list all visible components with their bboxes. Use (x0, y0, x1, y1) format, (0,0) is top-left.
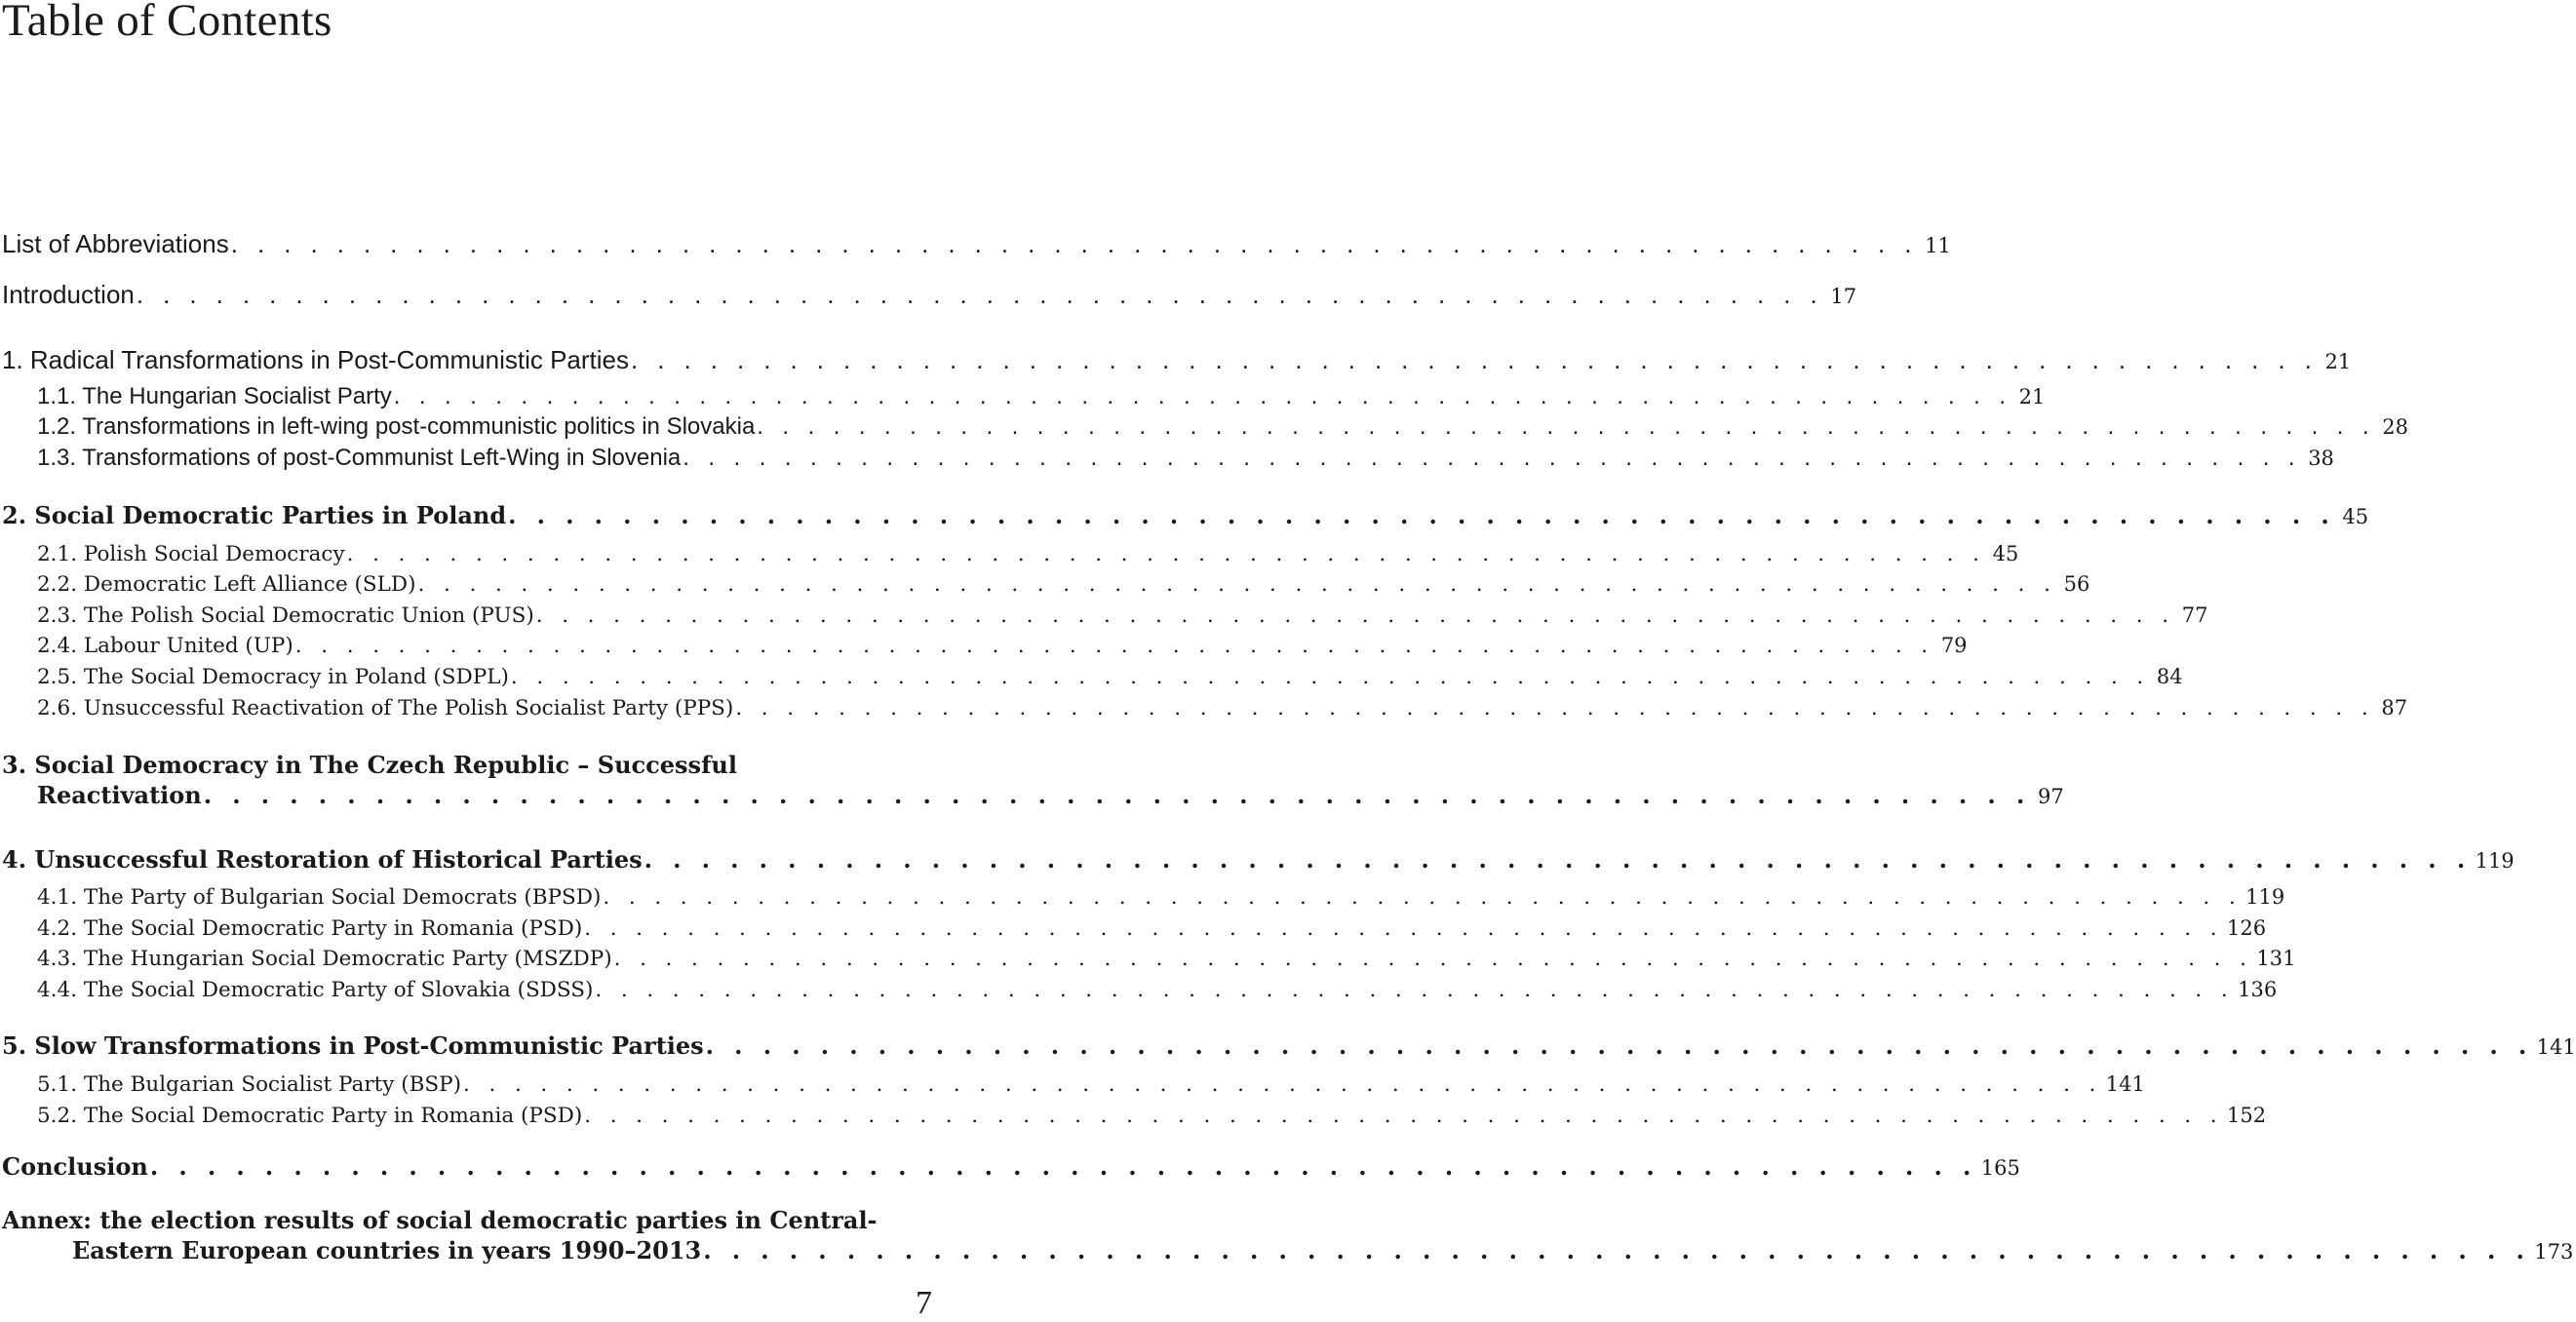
dot-leader: . . . . . . . . . . . . . . . . . . . . . . . . . . . . . . . . . . . . . . . . . . . . . . . . . . . . . . . . . . . . . . . . (631, 345, 2319, 374)
toc-entry-2-5[interactable] (0, 660, 2183, 693)
toc-entry-title: List of Abbreviations (2, 229, 229, 258)
toc-entry-2-6[interactable] (0, 691, 2408, 724)
toc-page-number: 21 (2018, 385, 2046, 408)
dot-leader: . . . . . . . . . . . . . . . . . . . . . . . . . . . . . . . . . . . . . . . . . . . . . . . . . . . . . . . . . . . . . . . . (705, 1031, 2533, 1060)
dot-leader: . . . . . . . . . . . . . . . . . . . . . . . . . . . . . . . . . . . . . . . . . . . . . . . . . . . . . . . . . . . . . . . . (508, 501, 2336, 529)
dot-leader: . . . . . . . . . . . . . . . . . . . . . . . . . . . . . . . . . . . . . . . . . . . . . . . . . . . . . . . . . . . . . . . . (136, 280, 1824, 309)
toc-entry-4-3[interactable] (0, 942, 2296, 975)
dot-leader: . . . . . . . . . . . . . . . . . . . . . . . . . . . . . . . . . . . . . . . . . . . . . . . . . . . . . . . . . . . . . . . . (735, 696, 2375, 720)
toc-page-number: 45 (1992, 542, 2019, 565)
toc-entry-title: Introduction (2, 280, 135, 309)
dot-leader: . . . . . . . . . . . . . . . . . . . . . . . . . . . . . . . . . . . . . . . . . . . . . . . . . . . . . . . . . . . . . . . . (584, 916, 2223, 941)
toc-entry-title: Reactivation (37, 781, 202, 809)
toc-entry-title: 1.3. Transformations of post-Communist Left-Wing in Slovenia (37, 445, 682, 471)
toc-entry-title: 4.1. The Party of Bulgarian Social Democrats (BPSD) (37, 885, 602, 910)
toc-entry-conclusion[interactable] (0, 1150, 2020, 1184)
toc-entry-4-2[interactable] (0, 912, 2267, 945)
toc-entry-chapter-5[interactable] (0, 1030, 2576, 1063)
toc-page-number: 136 (2238, 978, 2278, 1001)
dot-leader: . . . . . . . . . . . . . . . . . . . . . . . . . . . . . . . . . . . . . . . . . . . . . . . . . . . . . . . . . . . . . . . . (294, 634, 1934, 658)
toc-page-number: 97 (2037, 785, 2064, 808)
dot-leader: . . . . . . . . . . . . . . . . . . . . . . . . . . . . . . . . . . . . . . . . . . . . . . . . . . . . . . . . . . . . . . . . (393, 383, 2012, 409)
toc-page-number: 21 (2324, 350, 2352, 373)
toc-entry-4-4[interactable] (0, 973, 2278, 1006)
dot-leader: . . . . . . . . . . . . . . . . . . . . . . . . . . . . . . . . . . . . . . . . . . . . . . . . . . . . . . . . . . . . . . . . (203, 781, 2031, 809)
toc-entry-title: Eastern European countries in years 1990–2013 (72, 1236, 702, 1264)
dot-leader: . . . . . . . . . . . . . . . . . . . . . . . . . . . . . . . . . . . . . . . . . . . . . . . . . . . . . . . . . . . . . . . . (584, 1104, 2223, 1128)
dot-leader: . . . . . . . . . . . . . . . . . . . . . . . . . . . . . . . . . . . . . . . . . . . . . . . . . . . . . . . . . . . . . . . . (149, 1152, 1977, 1181)
toc-page-number: 17 (1830, 285, 1857, 308)
toc-page-number: 79 (1940, 634, 1968, 657)
toc-entry-title: 4. Unsuccessful Restoration of Historical Parties (2, 845, 643, 874)
toc-entry-1-2[interactable] (0, 410, 2408, 444)
toc-entry-title: 2.3. The Polish Social Democratic Union (PUS) (37, 603, 534, 628)
toc-entry-1-3[interactable] (0, 442, 2334, 475)
toc-entry-chapter-4[interactable] (0, 843, 2515, 876)
toc-entry-title: 2.5. The Social Democracy in Poland (SDPL) (37, 665, 509, 689)
toc-entry-annex-line1[interactable]: Annex: the election results of social democratic parties in Central- (2, 1206, 878, 1234)
dot-leader: . . . . . . . . . . . . . . . . . . . . . . . . . . . . . . . . . . . . . . . . . . . . . . . . . . . . . . . . . . . . . . . . (613, 947, 2253, 971)
dot-leader: . . . . . . . . . . . . . . . . . . . . . . . . . . . . . . . . . . . . . . . . . . . . . . . . . . . . . . . . . . . . . . . . (417, 572, 2057, 597)
page-number: 7 (916, 1285, 932, 1321)
toc-entry-title: 5.1. The Bulgarian Socialist Party (BSP) (37, 1072, 462, 1097)
toc-entry-title: 2.1. Polish Social Democracy (37, 542, 345, 566)
dot-leader: . . . . . . . . . . . . . . . . . . . . . . . . . . . . . . . . . . . . . . . . . . . . . . . . . . . . . . . . . . . . . . . . (757, 413, 2375, 440)
toc-entry-chapter-3[interactable] (0, 779, 2064, 812)
toc-entry-list-of-abbreviations[interactable] (0, 227, 1951, 260)
toc-entry-title: 1.2. Transformations in left-wing post-communistic politics in Slovakia (37, 413, 756, 440)
dot-leader: . . . . . . . . . . . . . . . . . . . . . . . . . . . . . . . . . . . . . . . . . . . . . . . . . . . . . . . . . . . . . . . . (463, 1072, 2102, 1097)
toc-entry-title: 4.3. The Hungarian Social Democratic Party (MSZDP) (37, 947, 612, 971)
toc-entry-1-1[interactable] (0, 380, 2046, 413)
page-title: Table of Contents (2, 0, 332, 46)
dot-leader: . . . . . . . . . . . . . . . . . . . . . . . . . . . . . . . . . . . . . . . . . . . . . . . . . . . . . . . . . . . . . . . . (703, 1236, 2531, 1264)
toc-page-number: 152 (2227, 1104, 2267, 1127)
toc-entry-2-1[interactable] (0, 537, 2019, 570)
toc-entry-2-3[interactable] (0, 599, 2208, 632)
toc-entry-title: 1.1. The Hungarian Socialist Party (37, 383, 392, 409)
toc-page-number: 28 (2382, 415, 2408, 439)
toc-page-number: 119 (2475, 849, 2515, 873)
dot-leader: . . . . . . . . . . . . . . . . . . . . . . . . . . . . . . . . . . . . . . . . . . . . . . . . . . . . . . . . . . . . . . . . (683, 445, 2301, 471)
dot-leader: . . . . . . . . . . . . . . . . . . . . . . . . . . . . . . . . . . . . . . . . . . . . . . . . . . . . . . . . . . . . . . . . (535, 603, 2175, 628)
toc-page-number: 173 (2534, 1240, 2574, 1264)
toc-page-number: 141 (2536, 1035, 2576, 1059)
toc-entry-2-4[interactable] (0, 629, 1968, 662)
dot-leader: . . . . . . . . . . . . . . . . . . . . . . . . . . . . . . . . . . . . . . . . . . . . . . . . . . . . . . . . . . . . . . . . (603, 885, 2243, 910)
toc-page-number: 87 (2381, 696, 2408, 719)
toc-entry-title: Conclusion (2, 1152, 148, 1181)
toc-entry-title: 2. Social Democratic Parties in Poland (2, 501, 507, 529)
toc-entry-4-1[interactable] (0, 880, 2285, 914)
dot-leader: . . . . . . . . . . . . . . . . . . . . . . . . . . . . . . . . . . . . . . . . . . . . . . . . . . . . . . . . . . . . . . . . (230, 229, 1918, 258)
toc-entry-title: 1. Radical Transformations in Post-Communistic Parties (2, 345, 630, 374)
toc-page-number: 84 (2156, 665, 2183, 688)
toc-page-number: 11 (1925, 234, 1951, 257)
toc-entry-annex[interactable] (0, 1234, 2574, 1267)
toc-entry-title: 2.6. Unsuccessful Reactivation of The Polish Socialist Party (PPS) (37, 696, 734, 720)
dot-leader: . . . . . . . . . . . . . . . . . . . . . . . . . . . . . . . . . . . . . . . . . . . . . . . . . . . . . . . . . . . . . . . . (644, 845, 2472, 874)
toc-entry-chapter-3-line1[interactable]: 3. Social Democracy in The Czech Republic – Successful (2, 751, 737, 779)
toc-entry-2-2[interactable] (0, 567, 2090, 601)
toc-entry-title: 4.4. The Social Democratic Party of Slovakia (SDSS) (37, 978, 594, 1002)
toc-entry-title: 5.2. The Social Democratic Party in Romania (PSD) (37, 1104, 583, 1128)
toc-entry-title: 5. Slow Transformations in Post-Communistic Parties (2, 1031, 704, 1060)
toc-entry-title: 2.4. Labour United (UP) (37, 634, 293, 658)
toc-entry-introduction[interactable] (0, 278, 1857, 311)
toc-entry-title: 2.2. Democratic Left Alliance (SLD) (37, 572, 416, 597)
toc-page-number: 126 (2227, 916, 2267, 940)
toc-page-number: 38 (2308, 447, 2334, 470)
toc-entry-chapter-2[interactable] (0, 499, 2369, 532)
toc-page-number: 119 (2245, 885, 2285, 909)
toc-entry-5-1[interactable] (0, 1068, 2145, 1101)
dot-leader: . . . . . . . . . . . . . . . . . . . . . . . . . . . . . . . . . . . . . . . . . . . . . . . . . . . . . . . . . . . . . . . . (595, 978, 2235, 1002)
toc-page-number: 131 (2256, 947, 2296, 970)
toc-page-number: 165 (1980, 1156, 2020, 1180)
toc-page-number: 45 (2342, 505, 2369, 528)
dot-leader: . . . . . . . . . . . . . . . . . . . . . . . . . . . . . . . . . . . . . . . . . . . . . . . . . . . . . . . . . . . . . . . . (346, 542, 1986, 566)
toc-entry-chapter-1[interactable] (0, 343, 2352, 376)
toc-entry-5-2[interactable] (0, 1099, 2267, 1132)
toc-page-number: 77 (2181, 603, 2208, 627)
dot-leader: . . . . . . . . . . . . . . . . . . . . . . . . . . . . . . . . . . . . . . . . . . . . . . . . . . . . . . . . . . . . . . . . (510, 665, 2150, 689)
toc-page-number: 56 (2063, 572, 2090, 596)
toc-page-number: 141 (2105, 1072, 2145, 1096)
toc-entry-title: 4.2. The Social Democratic Party in Romania (PSD) (37, 916, 583, 941)
